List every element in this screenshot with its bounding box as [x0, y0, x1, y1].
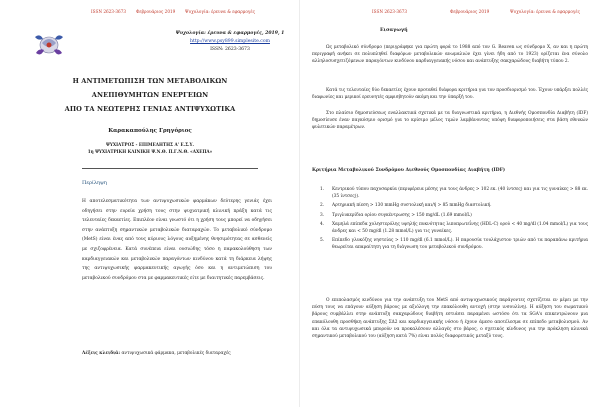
- right-page: [300, 0, 600, 407]
- abstract-text: Η αποτελεσματικότητα των αντιψυχωσικών φαρμάκων δεύτερης γενιάς έχει οδηγήσει στην ευρεία χρήση τους στην ψυχιατρική κλινική πράξη κατά τις τελευταίες δεκαετίες. Επιπλέον είναι γνωστό ότι η χρήση τους μπορεί να οδηγήσει στην ανάπτυξη σημαντικών μεταβολικών διαταραχών. Το μεταβολικό σύνδρομο (ΜetS) είναι ένας από τους κύριους λόγους αυξημένης θνησιμότητας σε ασθενείς με σχιζοφρένεια. Κατά συνέπεια είναι ουσιώδης τόσο η παρακολούθηση των καρδιαγγειακών και μεταβολικών παραγόντων κινδύνου κατά τη διάρκεια λήψης της αντιψυχωσικής φαρμακευτικής αγωγής όσο και η αντιμετώπιση του μεταβολικού συνδρόμου στα με φαρμακευτικές είτε με διαιτητικές παρεμβάσεις.: [82, 199, 272, 281]
- affiliation-line-1: ΨΥΧΙΑΤΡΟΣ - ΕΠΙΜΕΛΗΤΗΣ Α' Ε.Σ.Υ.: [106, 142, 194, 147]
- keywords-text: αντιψυχωσικά φάρμακα, μεταβολικές διαταραχές: [121, 351, 231, 356]
- journal-issn: ISSN: 2623-3673: [210, 47, 250, 52]
- author-name: Καρακαπούλης Γρηγόριος: [108, 128, 192, 134]
- closing-paragraph: Ο επιπολασμός κινδύνου για την ανάπτυξη του MetS από αντιψυχωσικούς παράγοντες σχετίζεται εν μέρει με την πύση τους να επάγουν αύξηση βάρους με αξιόλογη την επακόλουθη αντοχή (στην ινσουλίνη). Η αύξηση του σωματικού βάρους συμβάλλει στην ανάπτυξη σακχαρώδους διαβήτη εστιάσει παραμένει ωστόσο ότι τα SGA's επικεντρώνουν μια επακόλουθη προσθήκη ανάπτυξης ΣΔ2 και καρδιαγγειακής νόσου ή έχουν άμεσο αποτέλεσμα σε επίπεδο μεταβολισμού. Αν και όλα τα αντιψυχωσικά μπορούν να προκαλέσουν αλλαγές στο βάρος, ο σχετικός κίνδυνος για την πρόκληση κλινικά σημαντικού μεταβολικού του (αύξηση κατά 7%) είναι πολύς διαφορετικός μεταξύ τους.: [312, 298, 588, 340]
- divider: [82, 168, 258, 169]
- criteria-item: 5. Επίπεδο γλυκόζης νηστείας > 110 mg/dl (6.1 mmol/L). Η παρουσία τουλάχιστον τριών από τα παραπάνω κριτήρια θεωρείται απαραίτητη για τη διάγνωση του μεταβολικού συνδρόμου.: [320, 238, 588, 251]
- abstract-heading: Περίληψη: [82, 180, 107, 186]
- article-title-line-1: Η ΑΝΤΙΜΕΤΩΠΙΣΗ ΤΩΝ ΜΕΤΑΒΟΛΙΚΩΝ: [72, 77, 228, 85]
- criteria-list: [312, 186, 588, 254]
- header-journal: Ψυχολογία: έρευνα & εφαρμογές: [185, 9, 255, 14]
- header-date: Φεβρουάριος 2019: [136, 9, 176, 14]
- criteria-item: 4. Χαμηλά επίπεδα χοληστερόλης υψηλής πυκνότητας λιποπρωτεΐνης (HDL-C) ορού < 40 mg/dl (1.04 mmol/L) για τους άνδρες και < 50 mg/dl (1.28 mmol/L) για τις γυναίκες.: [320, 221, 588, 235]
- article-title-line-2: ΑΝΕΠΙΘΥΜΗΤΩΝ ΕΝΕΡΓΕΙΩΝ: [91, 91, 209, 99]
- affiliation-line-2: 1η ΨΥΧΙΑΤΡΙΚΗ ΚΛΙΝΙΚΗ Ψ.Ν.Θ. Π.Γ.Ν.Θ. «ΑΧΕΠΑ»: [87, 149, 213, 154]
- keywords-label: Λέξεις κλειδιά:: [82, 351, 121, 356]
- journal-citation: Ψυχολογία: έρευνα & εφαρμογές, 2019, 1: [175, 31, 285, 36]
- keywords: [82, 351, 272, 356]
- intro-paragraph-2: Κατά τις τελευταίες δύο δεκαετίες έχουν προταθεί διάφορα κριτήρια για τον προσδιορισμό του. Έχουν υπάρξει πολλές διαφωνίες και μερικοί ερευνητές αμφισβητούν ακόμη και την ύπαρξή του.: [312, 88, 588, 101]
- header-journal-right: Ψυχολογία: έρευνα & εφαρμογές: [510, 9, 580, 14]
- criteria-item: 2. Αρτηριακή πίεση > 130 mmHg συστολική και/ή > 85 mmHg διαστολική.: [320, 203, 492, 209]
- intro-paragraph-1: Ως μεταβολικό σύνδρομο (περιγράφηκε για πρώτη φορά το 1988 από τον G. Reaven ως σύνδρομο Χ, αν και η πρώτη περιγραφή ανήκει σε πολυπληθεί διαφόρων μεταβολικών ανωμαλιών έχει γίνει ήδη από το 1923) ορίζεται ένα σύνολο αλληλοσυσχετιζόμενων παραγόντων κινδύνου καρδιαγγειακής νόσου και ανάπτυξης σακχαρώδους διαβήτη τύπου 2.: [312, 45, 588, 65]
- intro-heading: Εισαγωγή: [380, 27, 408, 33]
- criteria-item: 1. Κεντρικού τύπου παχυσαρκία (περιφέρεια μέσης για τους άνδρες > 102 εκ. (40 ίντσες) και για τις γυναίκες > 88 εκ. (35 ίντσες)).: [320, 187, 588, 200]
- journal-website-link[interactable]: http://www.psy899.simplesite.com: [190, 39, 270, 44]
- header-issn: ISSN 2623-3673: [91, 9, 127, 14]
- criteria-title: Κριτήρια Μεταβολικού Συνδρόμου Διεθνούς Ομοσπονδίας Διαβήτη (IDF): [312, 168, 506, 173]
- criteria-item: 3. Τριγλυκερίδια ορίου συγκέντρωσης > 150 mg/dL (1.69 mmol/L): [320, 212, 472, 218]
- header-issn-right: ISSN 2623-3673: [372, 9, 408, 14]
- header-date-right: Φεβρουάριος 2019: [450, 9, 490, 14]
- intro-paragraph-3: Στο πλαίσιο δημοσιεύσεως εναλλακτικά σχετικά με τα διαγνωστικά κριτήρια, η Διεθνής Ομοσπονδία Διαβήτη (IDF) δημοσίευσε έναν παγκόσμιο ορισμό για το κρίσιμο μέλος τιμών λαμβάνοντας υπόψη διαφοροποιήσεις στα βάση εθνικών φυλετικών παραμέτρων.: [312, 111, 588, 131]
- article-title-line-3: ΑΠΟ ΤΑ ΝΕΩΤΕΡΗΣ ΓΕΝΙΑΣ ΑΝΤΙΨΥΧΩΤΙΚΑ: [64, 105, 236, 113]
- logo-icon: [32, 31, 66, 59]
